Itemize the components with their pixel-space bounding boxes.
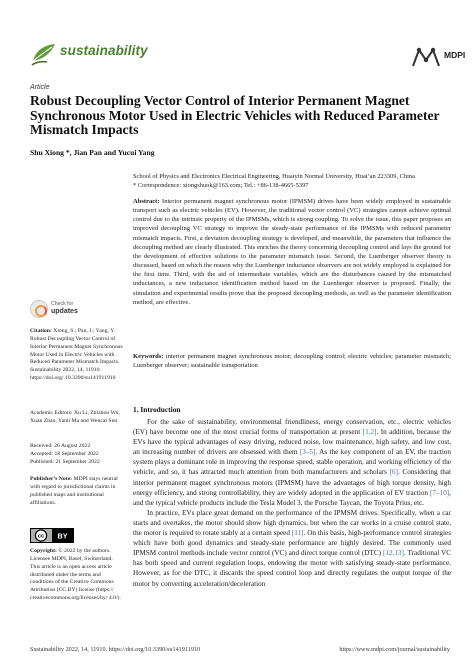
authors: Shu Xiong *, Jian Pan and Yucui Yang <box>30 148 155 157</box>
footer-citation[interactable]: Sustainability 2022, 14, 11910. https://doi.org/10.3390/su141911910 <box>30 646 201 653</box>
citation-link[interactable]: [6] <box>389 468 398 477</box>
citation-link[interactable]: [1,2] <box>362 428 377 437</box>
updates-label-top: Check for <box>51 301 74 307</box>
journal-name: sustainability <box>60 43 148 58</box>
keywords-label: Keywords: <box>133 353 164 360</box>
editors-label: Academic Editors: <box>30 410 73 416</box>
copyright-text: © 2022 by the authors. Licensee MDPI, Basel, Switzerland. This article is an open access article distributed under the terms and conditions of the Creative Commons Attribution (CC BY) license (https:// creativecommons.org/licenses/by/ 4.0/). <box>30 548 121 602</box>
keywords-text: interior permanent magnet synchronous motor; decoupling control; electric vehicles; parameter mismatch; Luenberger observer; sustainable transportation <box>133 353 452 370</box>
citation-label: Citation: <box>30 328 52 334</box>
citation-link[interactable]: [3–5] <box>299 448 316 457</box>
publisher-note <box>30 476 123 507</box>
check-for-updates-badge[interactable] <box>30 299 82 321</box>
publisher-name: MDPI <box>444 50 466 60</box>
citation-text: Xiong, S.; Pan, J.; Yang, Y. Robust Decoupling Vector Control of Interior Permanent Magnet Synchronous Motor Used in Electric Vehicles with Reduced Parameter Mismatch Impacts. Sustainability 2022, 14, 11910. https://doi.org/ 10.3390/su141911910 <box>30 328 123 382</box>
correspondence-line: * Correspondence: xiongshuok@163.com; Tel.: +86-138-4665-5397 <box>133 181 309 189</box>
abstract-text: Interior permanent magnet synchronous motor (IPMSM) drives have been widely employed in sustainable transport such as electric vehicles (EV). However, the traditional vector control (VC) strategies cannot achieve optimal control due to the intrinsic property of the IPMSMs, which is strong coupling. To solve the issue, this paper proposes an improved decoupling VC strategy to improve the steady-state performance of the IPMSMs with reduced parameter mismatch impacts. First, a deviation decoupling strategy is developed, and meanwhile, the parameters that influence the decoupling method are clearly illustrated. This enriches the theory concerning decoupling control and lays the ground for the development of effective solutions to the parameter mismatch issue. Second, the Luenberger observer theory is discussed, based on which the reason why the Luenberger inductance observers are not widely employed is explained for the first time. Third, with the aid of intermediate variables, which are the disturbances caused by the mismatched inductances, a new inductance identification method based on the Luenberger observer is proposed. Finally, the simulation and experimental results prove that the proposed decoupling methods, as well as the parameter identification method, are effective. <box>133 198 452 306</box>
mdpi-logo-icon <box>411 46 441 68</box>
publisher-note-label: Publisher’s Note: <box>30 476 73 482</box>
abstract <box>133 197 451 307</box>
section-heading: 1. Introduction <box>133 405 181 414</box>
published-date: Published: 21 September 2022 <box>30 458 100 465</box>
received-date: Received: 26 August 2022 <box>30 443 91 449</box>
journal-logo-icon <box>30 41 58 67</box>
copyright-block <box>30 548 123 603</box>
svg-text:cc: cc <box>37 533 45 540</box>
cc-by-license-icon[interactable] <box>30 528 74 543</box>
article-title: Robust Decoupling Vector Control of Interior Permanent Magnet Synchronous Motor Used in Electric Vehicles with Reduced Parameter Mismatch Impacts <box>30 93 440 138</box>
svg-text:BY: BY <box>57 531 68 541</box>
article-type: Article <box>30 84 50 91</box>
citation-link[interactable]: [11] <box>291 529 304 538</box>
publisher-note-text: MDPI stays neutral with regard to jurisdictional claims in published maps and institutional affiliations. <box>30 476 118 506</box>
paragraph: In practice, EVs place great demand on the performance of the IPMSM drives. Specifically, when a car starts and overtakes, the motor should show high dynamics, but when the car works in a cruise control state, the motor is required to rotate stably at a certain speed [11]. On this basis, high-performance control strategies which have both good dynamics and steady-state performance are highly desired. The commonly used IPMSM control methods include vector control (VC) and direct torque control (DTC) [12,13]. Traditional VC has both speed and current regulation loops, endowing the motor with satisfying steady-state performance. However, as for the DTC, it discards the speed control loop and directly regulates the output torque of the motor by converting acceleration/deceleration <box>133 508 451 588</box>
dates-block <box>30 443 123 467</box>
citation-link[interactable]: [7–10] <box>430 488 450 497</box>
paragraph: For the sake of sustainability, environmental friendliness, energy conservation, etc., electric vehicles (EV) have become one of the most crucial forms of transportation at present [1,2]. In addition, because the EVs have the typical advantages of easy driving, reduced noise, low maintenance, high safety, and low cost, an increasing number of drivers are obsessed with them [3–5]. As the key component of an EV, the traction system plays a dominant role in improving the response speed, stable operation, and working efficiency of the vehicle, and so, it has attracted much attention from both manufacturers and scholars [6]. Considering that interior permanent magnet synchronous motors (IPMSM) have the advantages of high torque density, high energy efficiency, and strong controllability, they are widely adopted in the application of EV traction [7–10], and the typical vehicle products include the Tesla Model 3, the Porsche Taycan, the Toyota Prius, etc. <box>133 418 451 507</box>
copyright-label: Copyright: <box>30 548 57 554</box>
editors-block <box>30 410 123 426</box>
affiliation <box>133 173 453 190</box>
page-footer <box>30 646 450 653</box>
affiliation-line: School of Physics and Electronics Electrical Engineering, Huaiyin Normal University, Huai’an 223309, China <box>133 173 415 180</box>
abstract-label: Abstract: <box>133 198 160 205</box>
citation-block <box>30 328 123 383</box>
updates-label-bottom: updates <box>51 308 78 315</box>
citation-link[interactable]: [12,13] <box>382 549 404 558</box>
footer-journal-link[interactable]: https://www.mdpi.com/journal/sustainability <box>339 646 450 653</box>
editors-text: Xu Li, Zhizhou Wu, Xuan Zhao, Yanli Ma and Wencai Sun <box>30 410 120 424</box>
keywords <box>133 352 451 370</box>
updates-icon <box>30 300 48 318</box>
accepted-date: Accepted: 18 September 2022 <box>30 450 99 457</box>
introduction-body <box>133 417 451 589</box>
